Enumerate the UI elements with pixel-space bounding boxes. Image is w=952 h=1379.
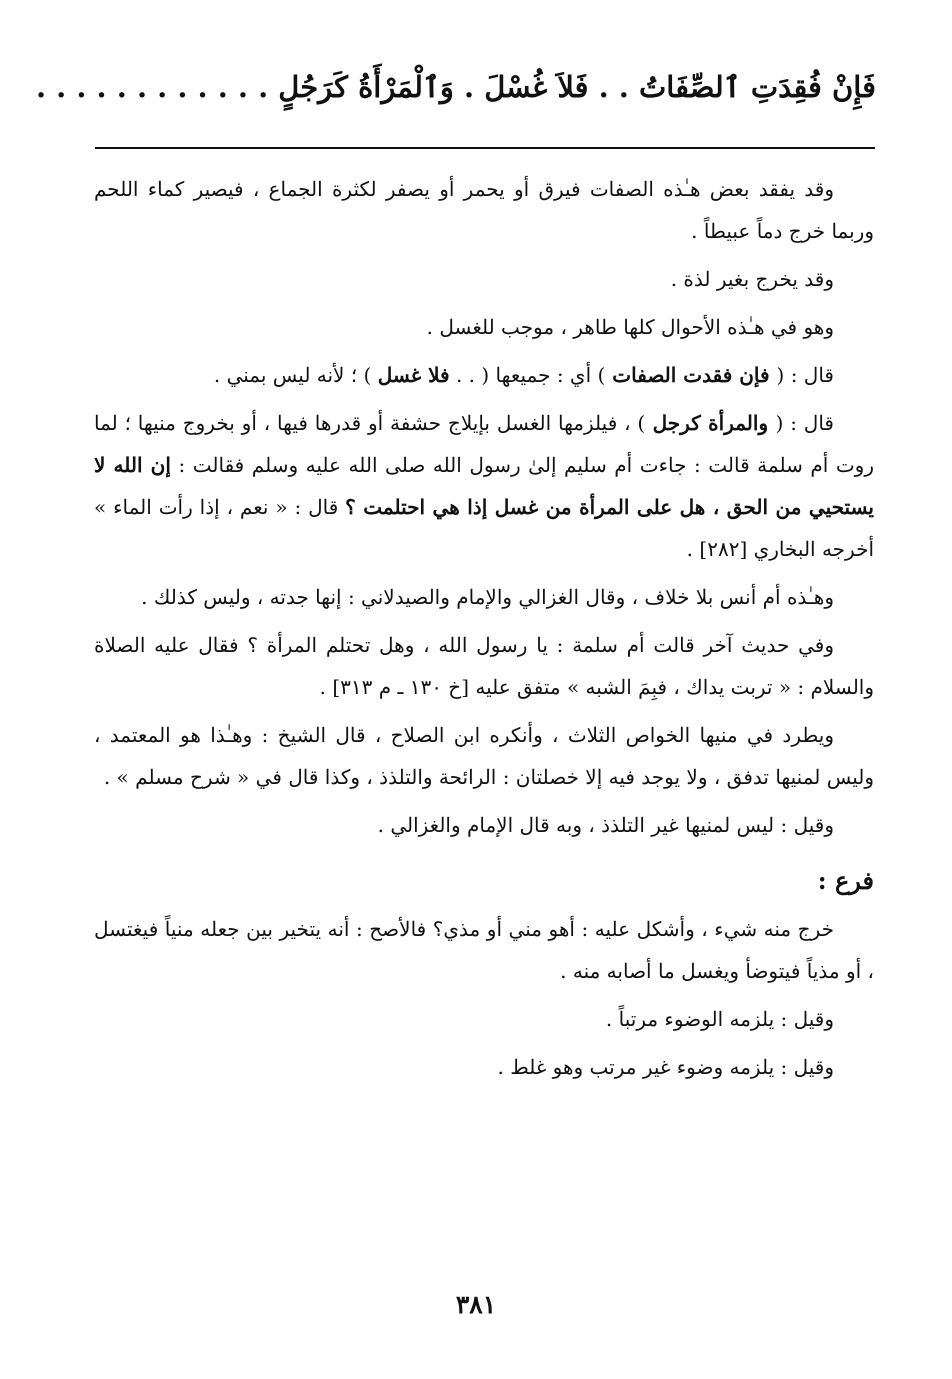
matn-quote: فلا غسل	[377, 363, 450, 387]
section-heading-far: فرع :	[817, 866, 874, 895]
paragraph: وهو في هـٰذه الأحوال كلها طاهر ، موجب للغسل .	[426, 315, 834, 339]
qala-paragraph	[94, 354, 874, 396]
paragraph: وقيل : يلزمه وضوء غير مرتب وهو غلط .	[497, 1055, 834, 1079]
matn-quote: فإن فقدت الصفات	[605, 363, 777, 387]
hadith-quote: إن الله لا يستحيي من الحق ، هل على المرأة من غسل إذا هي احتلمت ؟	[94, 453, 874, 519]
paragraph: وفي حديث آخر قالت أم سلمة : يا رسول الله ، وهل تحتلم المرأة ؟ فقال عليه الصلاة والسلام : « تربت يداك ، فبِمَ الشبه » متفق عليه [خ ١٣٠ ـ م ٣١٣] .	[94, 633, 874, 699]
commentary-body	[94, 168, 874, 1088]
qala-mid: ) ، فيلزمها الغسل بإيلاج حشفة أو قدرها فيها ، أو بخروج منيها ؛ لما روت أم سلمة قالت : جاءت أم سليم إلىٰ رسول الله صلى الله عليه وسلم فقالت :	[94, 411, 874, 477]
paragraph: وقد يخرج بغير لذة .	[670, 267, 834, 291]
qala-suffix: قال : « نعم ، إذا رأت الماء » أخرجه البخاري [٢٨٢] .	[94, 495, 874, 561]
paragraph: وهـٰذه أم أنس بلا خلاف ، وقال الغزالي والإمام والصيدلاني : إنها جدته ، وليس كذلك .	[141, 585, 834, 609]
paragraph: ويطرد في منيها الخواص الثلاث ، وأنكره ابن الصلاح ، قال الشيخ : وهـٰذا هو المعتمد ، وليس لمنيها تدفق ، ولا يوجد فيه إلا خصلتان : الرائحة والتلذذ ، وكذا قال في « شرح مسلم » .	[94, 723, 874, 789]
header-rule	[95, 147, 875, 149]
qala-mid: ) أي : جميعها ( . .	[449, 363, 606, 387]
paragraph: وقيل : ليس لمنيها غير التلذذ ، وبه قال الإمام والغزالي .	[377, 813, 834, 837]
paragraph: خرج منه شيء ، وأشكل عليه : أهو مني أو مذي؟ فالأصح : أنه يتخير بين جعله منياً فيغتسل ، أو مذياً فيتوضأ ويغسل ما أصابه منه .	[94, 917, 874, 983]
paragraph: وقد يفقد بعض هـٰذه الصفات فيرق أو يحمر أو يصفر لكثرة الجماع ، فيصير كماء اللحم وربما خرج دماً عبيطاً .	[94, 177, 874, 243]
running-header-matn: فَإِنْ فُقِدَتِ ٱلصِّفَاتُ . . فَلاَ غُسْلَ . وَٱلْمَرْأَةُ كَرَجُلٍ . . . . . . . . . . . .	[35, 70, 876, 104]
qala-prefix: قال : (	[775, 411, 834, 435]
matn-quote: والمرأة كرجل	[645, 411, 776, 435]
paragraph: وقيل : يلزمه الوضوء مرتباً .	[605, 1007, 834, 1031]
qala-paragraph	[94, 402, 874, 570]
page-number: ٣٨١	[455, 1290, 497, 1319]
qala-suffix: ) ؛ لأنه ليس بمني .	[213, 363, 378, 387]
qala-prefix: قال : (	[776, 363, 834, 387]
